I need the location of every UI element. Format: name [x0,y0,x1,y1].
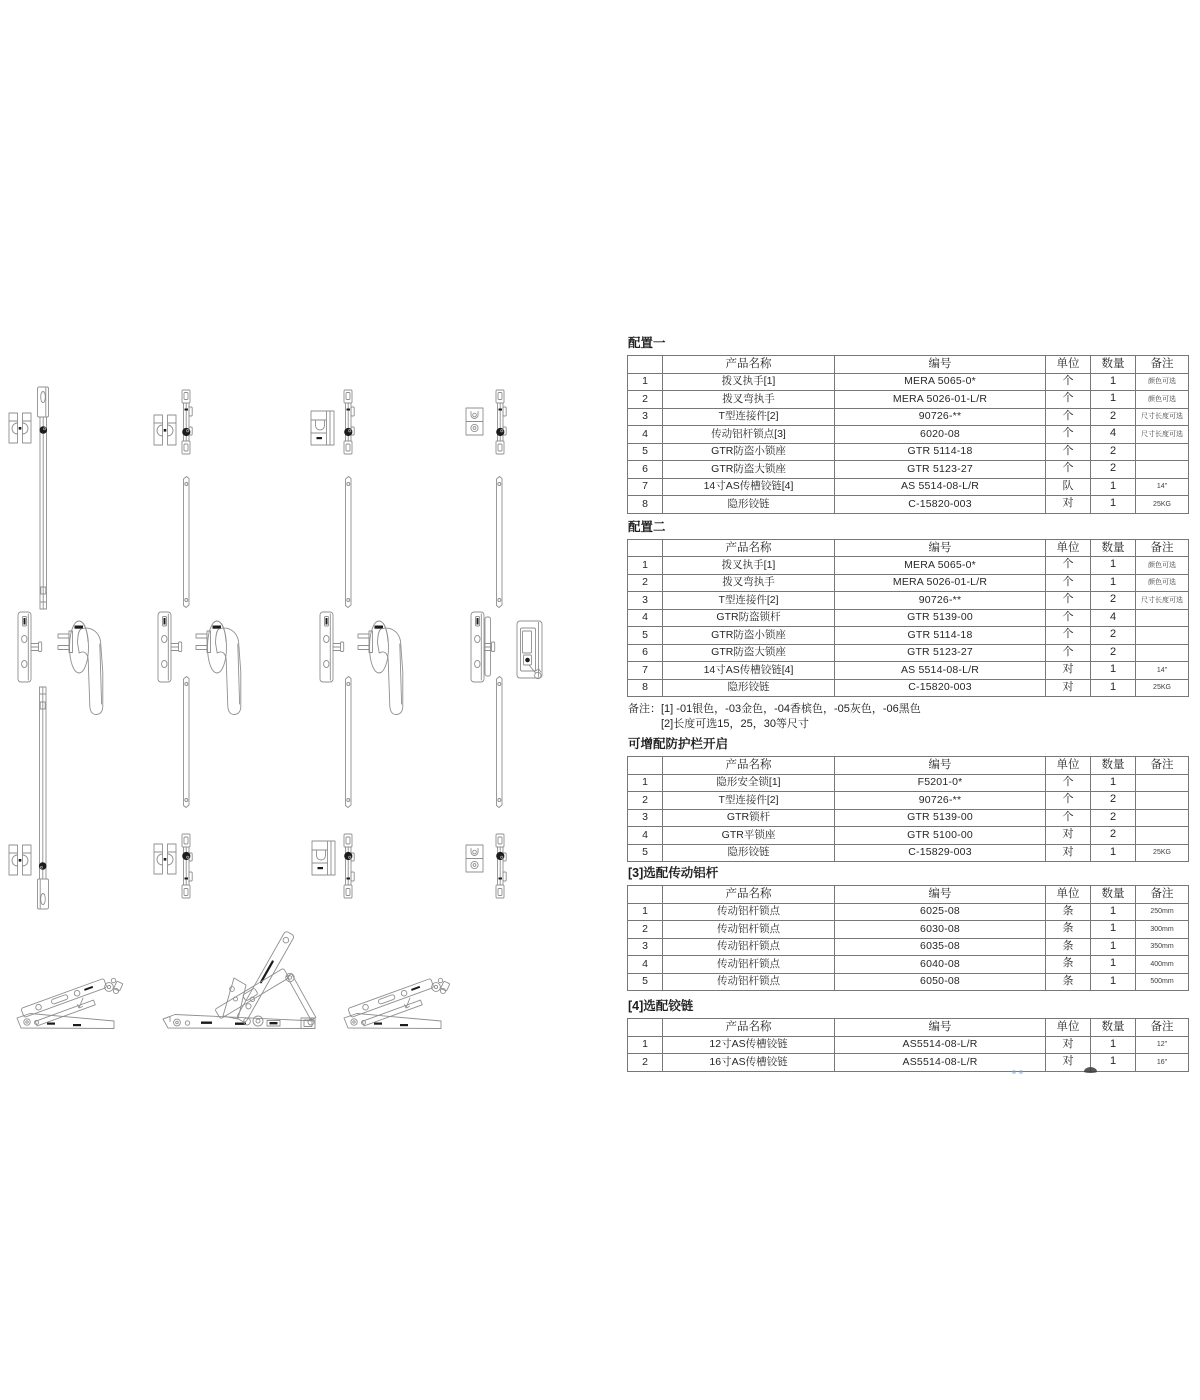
connecting-rod-drawing [346,477,352,608]
quantity: 2 [1091,592,1136,610]
table-row [628,956,1189,974]
unit: 条 [1046,938,1091,956]
quantity: 4 [1091,609,1136,627]
quantity: 1 [1091,478,1136,496]
product-code: 6040-08 [835,956,1046,974]
espagnolette-lock-drawing [496,390,506,454]
row-number: 2 [628,1054,663,1072]
lock-body-drawing [320,612,344,682]
product-code: 90726-** [835,792,1046,810]
quantity: 1 [1091,921,1136,939]
quantity: 1 [1091,574,1136,592]
row-number: 3 [628,938,663,956]
row-number: 1 [628,373,663,391]
remark [1136,774,1189,792]
unit: 个 [1046,792,1091,810]
unit: 队 [1046,478,1091,496]
product-code: GTR 5114-18 [835,443,1046,461]
quantity: 2 [1091,827,1136,845]
row-number: 3 [628,809,663,827]
column-header: 单位 [1046,1019,1091,1037]
watermark-fragment [1008,1066,1108,1080]
product-code: AS5514-08-L/R [835,1054,1046,1072]
remark [1136,443,1189,461]
lock-body-drawing [158,612,182,682]
table-row [628,627,1189,645]
lock-body-drawing [18,612,42,682]
column-header: 数量 [1091,757,1136,775]
quantity: 1 [1091,662,1136,680]
unit: 个 [1046,426,1091,444]
remark [1136,627,1189,645]
quantity: 1 [1091,1036,1136,1054]
unit: 个 [1046,774,1091,792]
drive-rod-drawing [38,687,49,909]
unit: 对 [1046,827,1091,845]
quantity: 4 [1091,426,1136,444]
keeper-bracket-drawing [154,844,176,874]
remark: 尺寸长度可选 [1136,426,1189,444]
quantity: 2 [1091,792,1136,810]
column-header: 单位 [1046,886,1091,904]
remark: 14" [1136,478,1189,496]
table-row [628,662,1189,680]
connecting-rod-drawing [346,677,352,808]
quantity: 2 [1091,644,1136,662]
row-number: 4 [628,609,663,627]
row-number: 8 [628,496,663,514]
remark: 颜色可选 [1136,373,1189,391]
connecting-rod-drawing [497,477,503,608]
friction-stay-hinge-open-drawing [163,931,316,1029]
product-name: GTR防盗小锁座 [663,443,835,461]
product-code: C-15829-003 [835,844,1046,862]
table-row [628,461,1189,479]
column-header: 产品名称 [663,757,835,775]
product-code: GTR 5123-27 [835,644,1046,662]
row-number: 1 [628,774,663,792]
product-name: 传动铝杆锁点 [663,921,835,939]
keeper-bracket-drawing [9,845,31,875]
row-number: 5 [628,627,663,645]
row-number: 3 [628,592,663,610]
section-label-hinge-options: [4]选配铰链 [628,999,694,1013]
remark: 颜色可选 [1136,574,1189,592]
remark: 400mm [1136,956,1189,974]
column-header: 产品名称 [663,356,835,374]
table-row [628,938,1189,956]
connecting-rod-drawing [184,677,190,808]
remark: 500mm [1136,973,1189,991]
product-code: 90726-** [835,408,1046,426]
product-code: GTR 5114-18 [835,627,1046,645]
footnote-prefix: 备注： [628,703,661,715]
table-row [628,478,1189,496]
header-row [628,1019,1189,1037]
unit: 对 [1046,1054,1091,1072]
quantity: 1 [1091,1054,1136,1072]
unit: 个 [1046,592,1091,610]
quantity: 1 [1091,844,1136,862]
product-name: 拨叉弯执手 [663,574,835,592]
flush-lock-handle-drawing [517,621,542,679]
column-header: 单位 [1046,539,1091,557]
watermark-dot [1019,1070,1023,1074]
row-number: 4 [628,426,663,444]
product-name: 14寸AS传槽铰链[4] [663,478,835,496]
unit: 对 [1046,662,1091,680]
connecting-rod-drawing [497,677,503,808]
remark [1136,461,1189,479]
row-number: 7 [628,662,663,680]
unit: 个 [1046,391,1091,409]
remark: 14" [1136,662,1189,680]
unit: 个 [1046,373,1091,391]
remark: 颜色可选 [1136,557,1189,575]
product-code: F5201-0* [835,774,1046,792]
product-name: 拨叉执手[1] [663,373,835,391]
table-row [628,557,1189,575]
footnotes [628,702,1188,732]
column-header: 产品名称 [663,886,835,904]
hardware-column-3 [311,390,403,898]
watermark-dot [1012,1070,1016,1074]
window-handle-drawing [196,621,241,715]
product-code: GTR 5123-27 [835,461,1046,479]
keeper-bracket-drawing [466,408,483,435]
table-row [628,574,1189,592]
row-number: 6 [628,461,663,479]
espagnolette-lock-drawing [344,390,354,454]
row-number: 1 [628,557,663,575]
unit: 个 [1046,627,1091,645]
product-name: T型连接件[2] [663,408,835,426]
remark: 12" [1136,1036,1189,1054]
quantity: 1 [1091,373,1136,391]
table-row [628,903,1189,921]
row-number: 5 [628,844,663,862]
header-row [628,757,1189,775]
table-row [628,809,1189,827]
lock-body-flange [485,617,491,676]
hardware-column-2 [154,390,241,898]
keeper-bracket-drawing [9,413,31,443]
remark: 尺寸长度可选 [1136,408,1189,426]
product-code: GTR 5139-00 [835,809,1046,827]
column-header [628,886,663,904]
table-row [628,679,1189,697]
table-row [628,921,1189,939]
keeper-bracket-drawing [312,841,335,875]
product-name: 传动铝杆锁点[3] [663,426,835,444]
remark: 300mm [1136,921,1189,939]
product-name: GTR防盗大锁座 [663,461,835,479]
table-row [628,443,1189,461]
row-number: 2 [628,391,663,409]
column-header: 编号 [835,539,1046,557]
remark [1136,644,1189,662]
unit: 条 [1046,956,1091,974]
espagnolette-lock-drawing [182,390,192,454]
table-row [628,792,1189,810]
column-header: 产品名称 [663,539,835,557]
product-code: 6050-08 [835,973,1046,991]
product-name: 隐形铰链 [663,679,835,697]
section-label-guardrail: 可增配防护栏开启 [628,737,729,751]
keeper-bracket-drawing [154,415,176,445]
product-code: AS 5514-08-L/R [835,662,1046,680]
config1-table [627,355,1189,514]
product-name: 拨叉弯执手 [663,391,835,409]
unit: 个 [1046,809,1091,827]
quantity: 1 [1091,938,1136,956]
friction-stay-hinge-closed-drawing [17,978,123,1028]
product-code: MERA 5026-01-L/R [835,391,1046,409]
column-header [628,1019,663,1037]
table-row [628,391,1189,409]
row-number: 8 [628,679,663,697]
column-header: 数量 [1091,539,1136,557]
product-name: GTR防盗小锁座 [663,627,835,645]
quantity: 2 [1091,408,1136,426]
column-header [628,757,663,775]
table-row [628,373,1189,391]
table-row [628,844,1189,862]
product-code: C-15820-003 [835,679,1046,697]
remark: 尺寸长度可选 [1136,592,1189,610]
product-name: T型连接件[2] [663,592,835,610]
product-name: 传动铝杆锁点 [663,973,835,991]
table-row [628,609,1189,627]
table-row [628,973,1189,991]
product-name: 传动铝杆锁点 [663,956,835,974]
product-code: MERA 5026-01-L/R [835,574,1046,592]
column-header: 编号 [835,886,1046,904]
row-number: 5 [628,973,663,991]
quantity: 1 [1091,903,1136,921]
remark: 16" [1136,1054,1189,1072]
product-code: MERA 5065-0* [835,557,1046,575]
product-name: GTR平锁座 [663,827,835,845]
section-label-drive-rod-options: [3]选配传动铝杆 [628,866,719,880]
drive-rod-drawing [38,387,49,609]
window-handle-drawing [358,621,403,715]
row-number: 6 [628,644,663,662]
column-header [628,539,663,557]
quantity: 2 [1091,627,1136,645]
row-number: 2 [628,574,663,592]
product-name: GTR防盗锁杆 [663,609,835,627]
product-code: 6035-08 [835,938,1046,956]
remark [1136,809,1189,827]
quantity: 2 [1091,461,1136,479]
keeper-bracket-drawing [311,411,334,445]
column-header: 编号 [835,356,1046,374]
product-code: 6020-08 [835,426,1046,444]
remark [1136,609,1189,627]
row-number: 2 [628,792,663,810]
column-header: 数量 [1091,356,1136,374]
unit: 条 [1046,973,1091,991]
espagnolette-lock-drawing [182,834,192,898]
unit: 对 [1046,679,1091,697]
remark: 25KG [1136,496,1189,514]
product-name: 隐形安全锁[1] [663,774,835,792]
quantity: 2 [1091,809,1136,827]
quantity: 1 [1091,774,1136,792]
product-code: GTR 5139-00 [835,609,1046,627]
unit: 个 [1046,443,1091,461]
header-row [628,886,1189,904]
table-row [628,1036,1189,1054]
hinge-option-table [627,1018,1189,1072]
unit: 个 [1046,408,1091,426]
remark: 颜色可选 [1136,391,1189,409]
friction-stay-hinge-closed-drawing [344,978,450,1028]
product-code: GTR 5100-00 [835,827,1046,845]
column-header: 备注 [1136,356,1189,374]
column-header: 编号 [835,757,1046,775]
quantity: 1 [1091,973,1136,991]
product-name: 传动铝杆锁点 [663,903,835,921]
row-number: 1 [628,903,663,921]
unit: 条 [1046,921,1091,939]
product-name: GTR锁杆 [663,809,835,827]
product-code: C-15820-003 [835,496,1046,514]
quantity: 1 [1091,956,1136,974]
column-header: 备注 [1136,539,1189,557]
unit: 对 [1046,1036,1091,1054]
unit: 个 [1046,557,1091,575]
remark [1136,792,1189,810]
product-name: 12寸AS传槽铰链 [663,1036,835,1054]
product-name: 14寸AS传槽铰链[4] [663,662,835,680]
remark: 25KG [1136,844,1189,862]
quantity: 1 [1091,557,1136,575]
unit: 个 [1046,574,1091,592]
product-name: 传动铝杆锁点 [663,938,835,956]
row-number: 3 [628,408,663,426]
product-name: 拨叉执手[1] [663,557,835,575]
header-row [628,356,1189,374]
row-number: 2 [628,921,663,939]
unit: 对 [1046,496,1091,514]
unit: 个 [1046,609,1091,627]
product-code: 6025-08 [835,903,1046,921]
drive-rod-option-table [627,885,1189,991]
row-number: 1 [628,1036,663,1054]
column-header: 备注 [1136,1019,1189,1037]
product-name: T型连接件[2] [663,792,835,810]
hardware-column-4 [466,390,542,898]
product-name: GTR防盗大锁座 [663,644,835,662]
section-label-config2: 配置二 [628,519,666,534]
row-number: 7 [628,478,663,496]
espagnolette-lock-drawing [496,834,506,898]
column-header [628,356,663,374]
connecting-rod-drawing [184,477,190,608]
window-handle-drawing [58,621,103,715]
spec-tables-column [627,336,1188,1072]
table-row [628,408,1189,426]
row-number: 4 [628,827,663,845]
product-code: 6030-08 [835,921,1046,939]
quantity: 2 [1091,443,1136,461]
config2-table [627,539,1189,698]
column-header: 数量 [1091,1019,1136,1037]
keeper-bracket-drawing [466,845,483,872]
product-code: AS5514-08-L/R [835,1036,1046,1054]
remark: 250mm [1136,903,1189,921]
header-row [628,539,1189,557]
remark [1136,827,1189,845]
quantity: 1 [1091,496,1136,514]
column-header: 备注 [1136,886,1189,904]
table-row [628,592,1189,610]
product-name: 16寸AS传槽铰链 [663,1054,835,1072]
remark: 350mm [1136,938,1189,956]
column-header: 编号 [835,1019,1046,1037]
product-name: 隐形铰链 [663,496,835,514]
column-header: 数量 [1091,886,1136,904]
espagnolette-lock-drawing [344,834,354,898]
footnote-line-1: [1] -01银色，-03金色，-04香槟色，-05灰色，-06黑色 [661,703,921,715]
column-header: 单位 [1046,757,1091,775]
unit: 条 [1046,903,1091,921]
table-row [628,827,1189,845]
product-code: 90726-** [835,592,1046,610]
hardware-column-1 [9,387,103,909]
product-code: MERA 5065-0* [835,373,1046,391]
row-number: 4 [628,956,663,974]
column-header: 产品名称 [663,1019,835,1037]
unit: 对 [1046,844,1091,862]
unit: 个 [1046,644,1091,662]
footnote-line-2: [2]长度可选15，25，30等尺寸 [661,718,809,730]
quantity: 1 [1091,391,1136,409]
lock-body-drawing [471,612,495,682]
column-header: 备注 [1136,757,1189,775]
guardrail-option-table [627,756,1189,862]
table-row [628,644,1189,662]
table-row [628,774,1189,792]
unit: 个 [1046,461,1091,479]
column-header: 单位 [1046,356,1091,374]
table-row [628,426,1189,444]
table-row [628,496,1189,514]
section-label-config1: 配置一 [628,336,666,350]
remark: 25KG [1136,679,1189,697]
quantity: 1 [1091,679,1136,697]
product-name: 隐形铰链 [663,844,835,862]
watermark-blob [1084,1067,1097,1073]
row-number: 5 [628,443,663,461]
product-code: AS 5514-08-L/R [835,478,1046,496]
